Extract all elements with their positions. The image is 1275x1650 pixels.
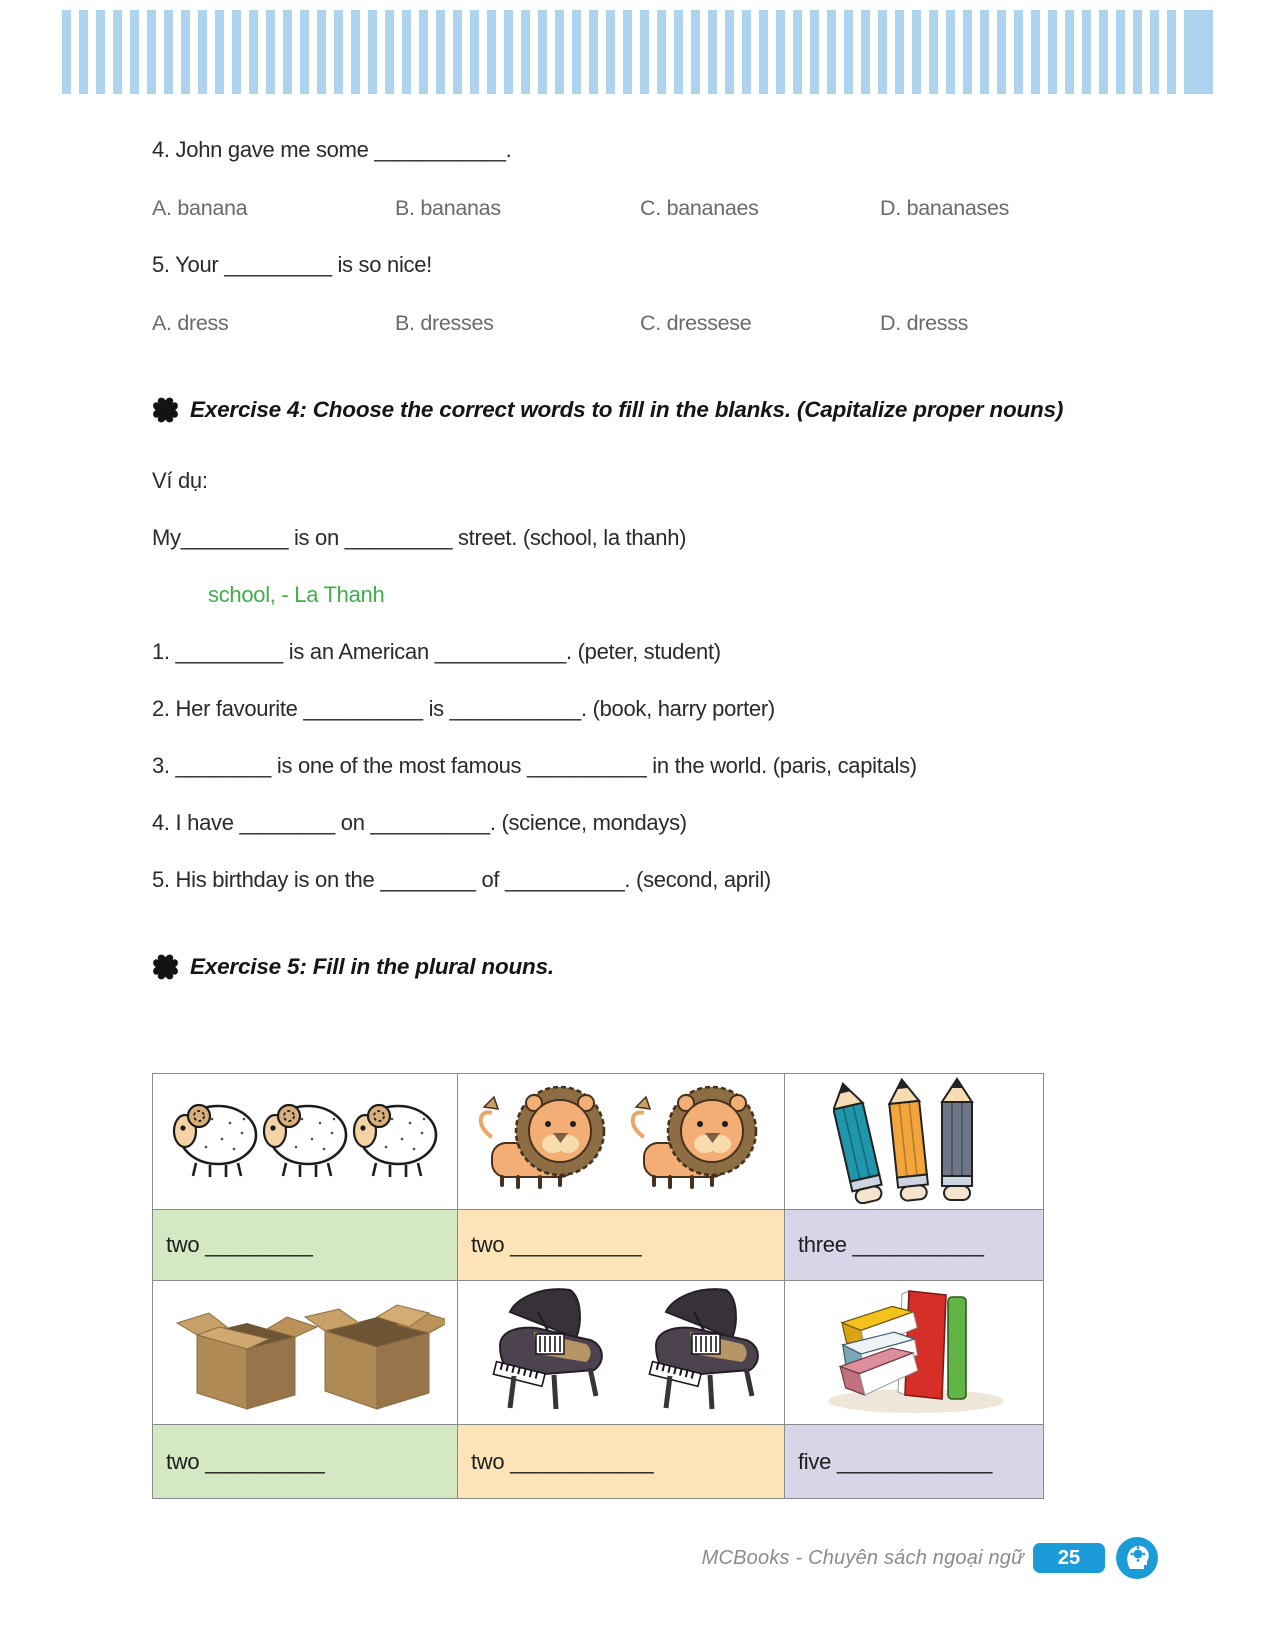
example-sentence: My_________ is on _________ street. (school, la thanh): [152, 525, 687, 550]
option-a: A. banana: [152, 196, 248, 220]
question-4-options: [152, 196, 1072, 221]
table-label-boxes: two __________: [153, 1425, 457, 1498]
question-5-options: [152, 311, 1072, 336]
table-label-pianos: two ____________: [458, 1425, 784, 1498]
option-c: C. bananaes: [640, 196, 759, 220]
sheep-illustration: [168, 1091, 442, 1192]
table-label-books: five _____________: [785, 1425, 1043, 1498]
header-stripes-endcap: [1184, 10, 1213, 94]
table-label-sheep: two _________: [153, 1210, 457, 1280]
boxes-illustration: [165, 1283, 445, 1422]
table-cell-pencils: [785, 1074, 1043, 1209]
mcbooks-logo-icon: [1114, 1535, 1160, 1581]
plural-nouns-table: [152, 1073, 1044, 1499]
page-footer: [480, 1535, 1160, 1581]
table-label-pencils: three ___________: [785, 1210, 1043, 1280]
table-cell-sheep: [153, 1074, 457, 1209]
pencils-illustration: [833, 1074, 1023, 1209]
option-a: A. dress: [152, 311, 229, 335]
pianos-illustration: [468, 1284, 774, 1421]
question-5-text: 5. Your _________ is so nice!: [152, 252, 432, 277]
exercise-4-item-5: 5. His birthday is on the ________ of __________. (second, april): [152, 867, 771, 892]
exercise-5-heading: [152, 953, 554, 980]
exercise-5-title: Exercise 5: Fill in the plural nouns.: [190, 953, 554, 979]
exercise-4-item-3: 3. ________ is one of the most famous __________ in the world. (paris, capitals): [152, 753, 917, 778]
exercise-4-item-1: 1. _________ is an American ___________. (peter, student): [152, 639, 721, 664]
table-cell-boxes: [153, 1281, 457, 1424]
lions-illustration: [470, 1079, 772, 1204]
publisher-text: MCBooks - Chuyên sách ngoại ngữ: [701, 1546, 1024, 1569]
example-answer: school, - La Thanh: [208, 582, 385, 607]
table-cell-pianos: [458, 1281, 784, 1424]
question-4-text: 4. John gave me some ___________.: [152, 137, 512, 162]
option-b: B. bananas: [395, 196, 501, 220]
option-d: D. dresss: [880, 311, 969, 335]
option-c: C. dressese: [640, 311, 752, 335]
books-illustration: [808, 1285, 1020, 1420]
example-label: Ví dụ:: [152, 468, 208, 493]
exercise-4-item-2: 2. Her favourite __________ is ___________. (book, harry porter): [152, 696, 775, 721]
header-stripes-decoration: [62, 10, 1180, 94]
option-d: D. bananases: [880, 196, 1010, 220]
option-b: B. dresses: [395, 311, 494, 335]
table-cell-lions: [458, 1074, 784, 1209]
table-label-lions: two ___________: [458, 1210, 784, 1280]
exercise-4-item-4: 4. I have ________ on __________. (science, mondays): [152, 810, 687, 835]
exercise-4-title: Exercise 4: Choose the correct words to fill in the blanks. (Capitalize proper nouns): [190, 396, 1064, 422]
clover-icon: [152, 396, 179, 423]
clover-icon: [152, 953, 179, 980]
exercise-4-heading: [152, 396, 1063, 423]
page-number-badge: 25: [1033, 1543, 1105, 1573]
table-cell-books: [785, 1281, 1043, 1424]
